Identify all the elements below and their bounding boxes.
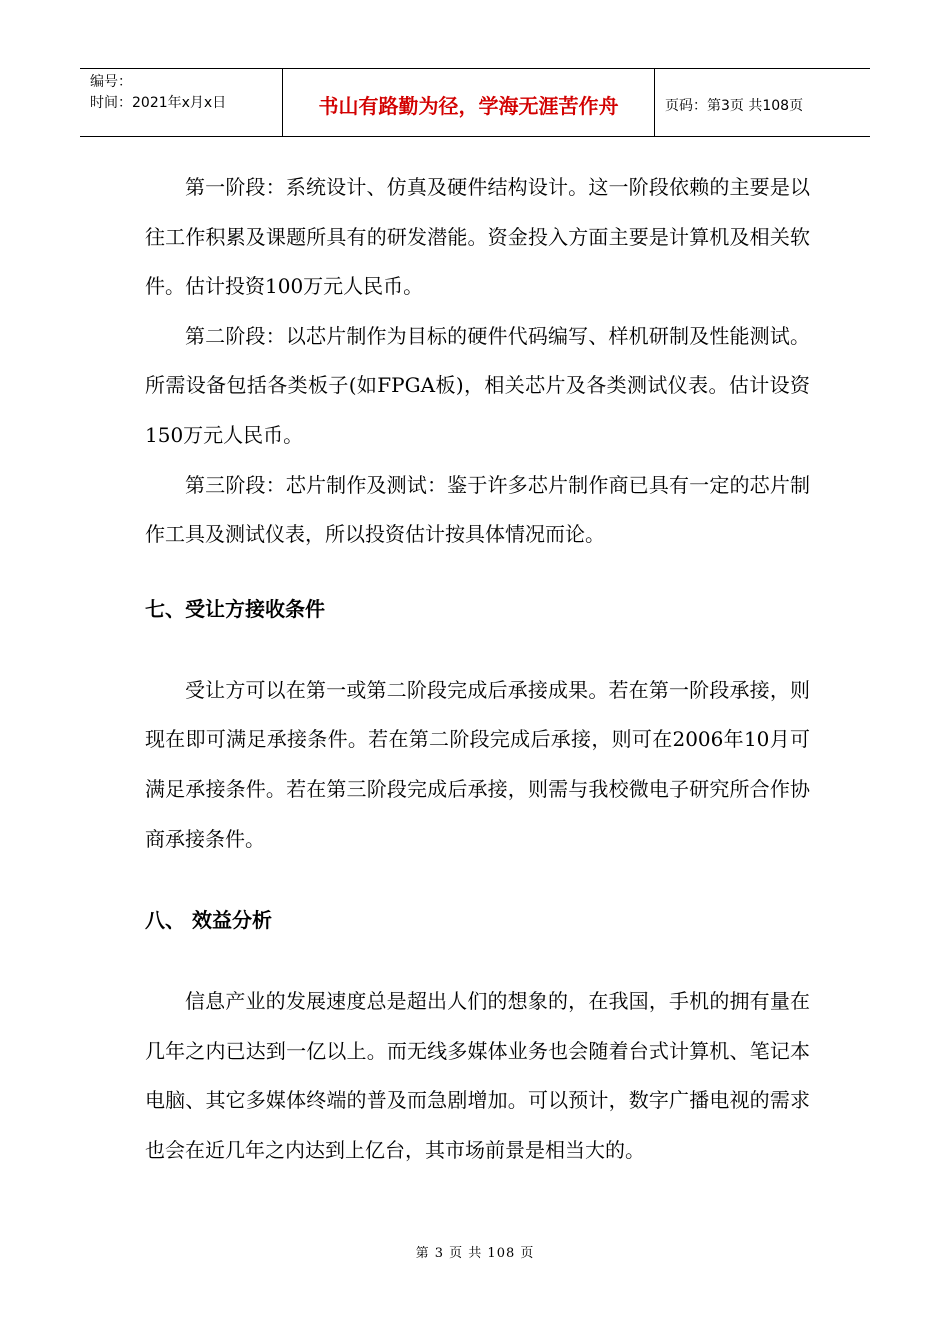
paragraph-benefit-analysis: 信息产业的发展速度总是超出人们的想象的，在我国，手机的拥有量在几年之内已达到一亿以上。而无线多媒体业务也会随着台式计算机、笔记本电脑、其它多媒体终端的普及而急剧增加。可以预计，数字广播电视的需求也会在近几年之内达到上亿台，其市场前景是相当大的。 xyxy=(145,989,810,1162)
page-header xyxy=(80,68,870,137)
section-heading-eight: 八、 效益分析 xyxy=(145,908,272,933)
paragraph-phase-one: 第一阶段：系统设计、仿真及硬件结构设计。这一阶段依赖的主要是以往工作积累及课题所具有的研发潜能。资金投入方面主要是计算机及相关软件。估计投资100万元人民币。 xyxy=(145,175,810,299)
header-meta xyxy=(80,69,282,136)
paragraph-receiving-conditions: 受让方可以在第一或第二阶段完成后承接成果。若在第一阶段承接，则现在即可满足承接条件。若在第二阶段完成后承接，则可在2006年10月可满足承接条件。若在第三阶段完成后承接，则需与我校微电子研究所合作协商承接条件。 xyxy=(145,677,810,851)
paragraph-phase-three: 第三阶段：芯片制作及测试：鉴于许多芯片制作商已具有一定的芯片制作工具及测试仪表，所以投资估计按具体情况而论。 xyxy=(145,472,810,547)
page-footer: 第 3 页 共 108 页 xyxy=(415,1246,535,1261)
document-date-label: 时间：2021年x月x日 xyxy=(90,95,227,111)
document-body xyxy=(145,163,810,1176)
section-heading-seven: 七、受让方接收条件 xyxy=(145,596,325,621)
document-number-label: 编号： xyxy=(90,74,132,90)
paragraph-phase-two: 第二阶段：以芯片制作为目标的硬件代码编写、样机研制及性能测试。所需设备包括各类板子(如FPGA板)，相关芯片及各类测试仪表。估计设资150万元人民币。 xyxy=(145,323,810,447)
header-page-info: 页码：第3页 共108页 xyxy=(665,97,804,114)
header-motto: 书山有路勤为径，学海无涯苦作舟 xyxy=(282,69,655,136)
